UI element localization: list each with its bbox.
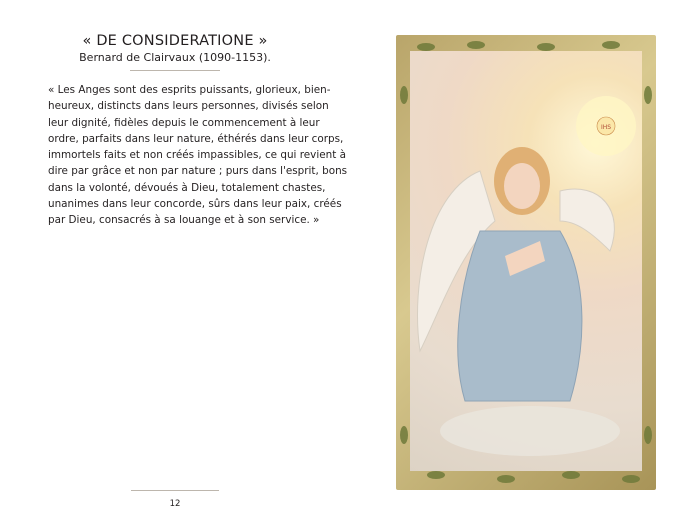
quote-text <box>48 82 348 229</box>
quote-line: ordre, parfaits dans leur nature, éthérés dans leur corps, <box>48 132 344 145</box>
quote-line: par Dieu, consacrés à sa louange et à son service. » <box>48 214 320 227</box>
ihs-monogram: IHS <box>600 124 612 131</box>
quote-line: immortels faits et non créés impassibles, ce qui revient à <box>48 149 346 162</box>
quote-line: « Les Anges sont des esprits puissants, glorieux, bien- <box>48 84 331 96</box>
quote-line: unanimes dans leur concorde, sûrs dans leur paix, créés <box>48 198 342 211</box>
quote-line: dire par grâce et non par nature ; purs dans l'esprit, bons <box>48 165 348 178</box>
page-title: « DE CONSIDERATIONE » <box>82 33 268 49</box>
quote-line: dans la volonté, dévoués à Dieu, totalement chastes, <box>48 181 326 194</box>
quote-line: heureux, distincts dans leurs personnes, divisés selon <box>48 100 329 113</box>
divider <box>130 70 220 71</box>
quote-line: leur dignité, fidèles depuis le commencement à leur <box>48 116 320 129</box>
page-number: 12 <box>169 499 181 509</box>
footer-divider <box>131 490 219 491</box>
author-attribution: Bernard de Clairvaux (1090-1153). <box>79 51 271 64</box>
angel-illustration <box>396 35 656 490</box>
